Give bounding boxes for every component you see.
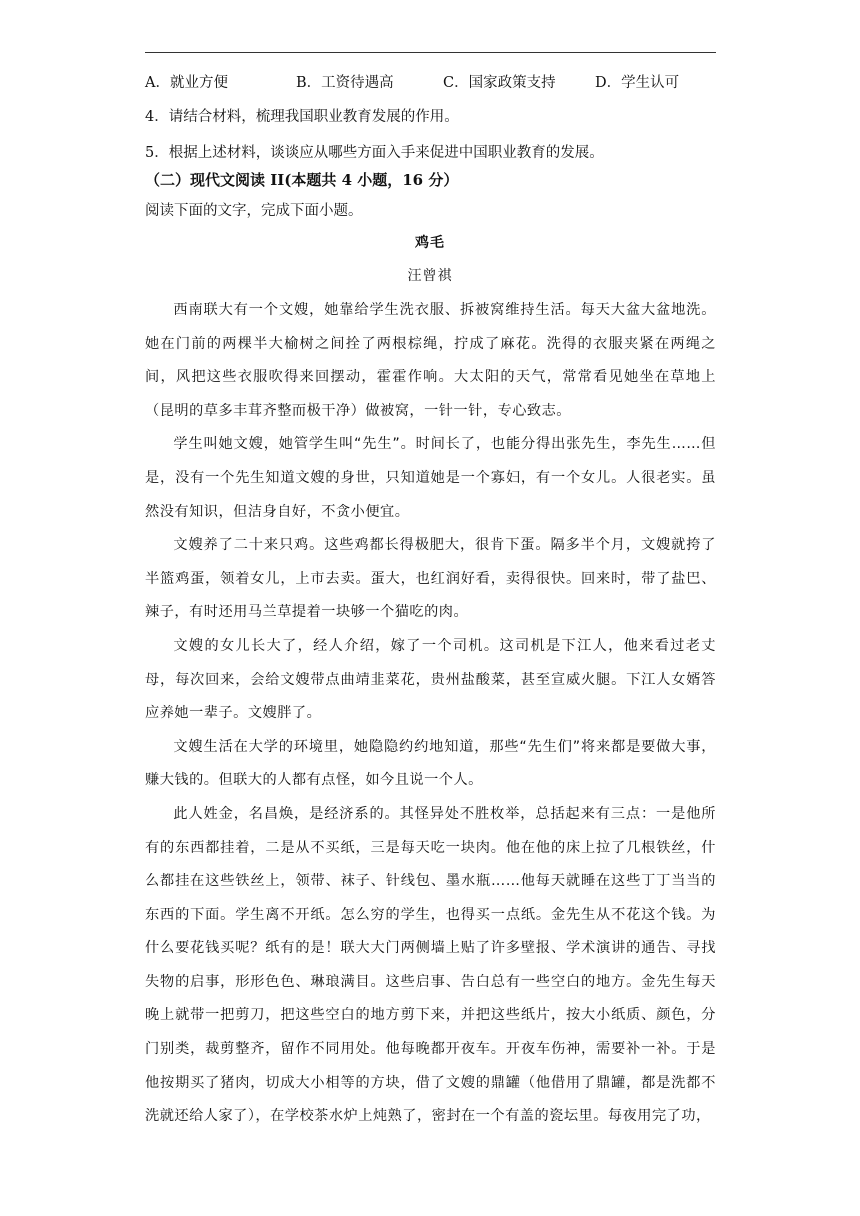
option-d: D．学生认可: [595, 75, 680, 91]
question-4: 4．请结合材料，梳理我国职业教育发展的作用。: [145, 109, 459, 125]
paragraph: 西南联大有一个文嫂，她靠给学生洗衣服、拆被窝维持生活。每天大盆大盆地洗。她在门前的两棵半大榆树之间拴了两根棕绳，拧成了麻花。洗得的衣服夹紧在两绳之间，风把这些衣服吹得来回摆动，霍霍作响。大太阳的天气，常常看见她坐在草地上（昆明的草多丰茸齐整而极干净）做被窝，一针一针，专心致志。: [145, 302, 716, 419]
paragraph: 文嫂生活在大学的环境里，她隐隐约约地知道，那些“先生们”将来都是要做大事，赚大钱的。但联大的人都有点怪，如今且说一个人。: [145, 738, 716, 789]
header-rule: [145, 52, 716, 53]
paragraph: 此人姓金，名昌焕，是经济系的。其怪异处不胜枚举，总括起来有三点：一是他所有的东西都挂着，二是从不买纸，三是每天吃一块肉。他在他的床上拉了几根铁丝，什么都挂在这些铁丝上，领带、袜子、针线包、墨水瓶……他每天就睡在这些丁丁当当的东西的下面。学生离不开纸。怎么穷的学生，也得买一点纸。金先生从不花这个钱。为什么要花钱买呢？纸有的是！联大大门两侧墙上贴了许多壁报、学术演讲的通告、寻找失物的启事，形形色色、琳琅满目。这些启事、告白总有一些空白的地方。金先生每天晚上就带一把剪刀，把这些空白的地方剪下来，并把这些纸片，按大小纸质、颜色，分门别类，裁剪整齐，留作不同用处。他每晚都开夜车。开夜车伤神，需要补一补。于是他按期买了猪肉，切成大小相等的方块，借了文嫂的鼎罐（他借用了鼎罐，都是洗都不洗就还给人家了），在学校茶水炉上炖熟了，密封在一个有盖的瓷坛里。每夜用完了功，: [145, 805, 716, 1125]
article-author: 汪曾祺: [407, 268, 453, 284]
reading-instruction: 阅读下面的文字，完成下面小题。: [145, 203, 363, 219]
article-body: [145, 294, 716, 1134]
option-a: A．就业方便: [145, 75, 228, 91]
paragraph: 文嫂的女儿长大了，经人介绍，嫁了一个司机。这司机是下江人，他来看过老丈母，每次回来，会给文嫂带点曲靖韭菜花，贵州盐酸菜，甚至宣威火腿。下江人女婿答应养她一辈子。文嫂胖了。: [145, 637, 716, 722]
section-heading: （二）现代文阅读 II(本题共 4 小题，16 分）: [145, 171, 459, 189]
paragraph: 学生叫她文嫂，她管学生叫“先生”。时间长了，也能分得出张先生，李先生……但是，没有一个先生知道文嫂的身世，只知道她是一个寡妇，有一个女儿。人很老实。虽然没有知识，但洁身自好，不贪小便宜。: [145, 436, 716, 520]
option-b: B．工资待遇高: [296, 75, 394, 91]
paragraph: 文嫂养了二十来只鸡。这些鸡都长得极肥大，很肯下蛋。隔多半个月，文嫂就挎了半篮鸡蛋，领着女儿，上市去卖。蛋大，也红润好看，卖得很快。回来时，带了盐巴、辣子，有时还用马兰草提着一块够一个猫吃的肉。: [145, 537, 716, 621]
option-c: C．国家政策支持: [443, 75, 556, 91]
article-title: 鸡毛: [415, 235, 445, 251]
answer-options: [145, 71, 716, 93]
question-5: 5．根据上述材料，谈谈应从哪些方面入手来促进中国职业教育的发展。: [145, 145, 604, 161]
